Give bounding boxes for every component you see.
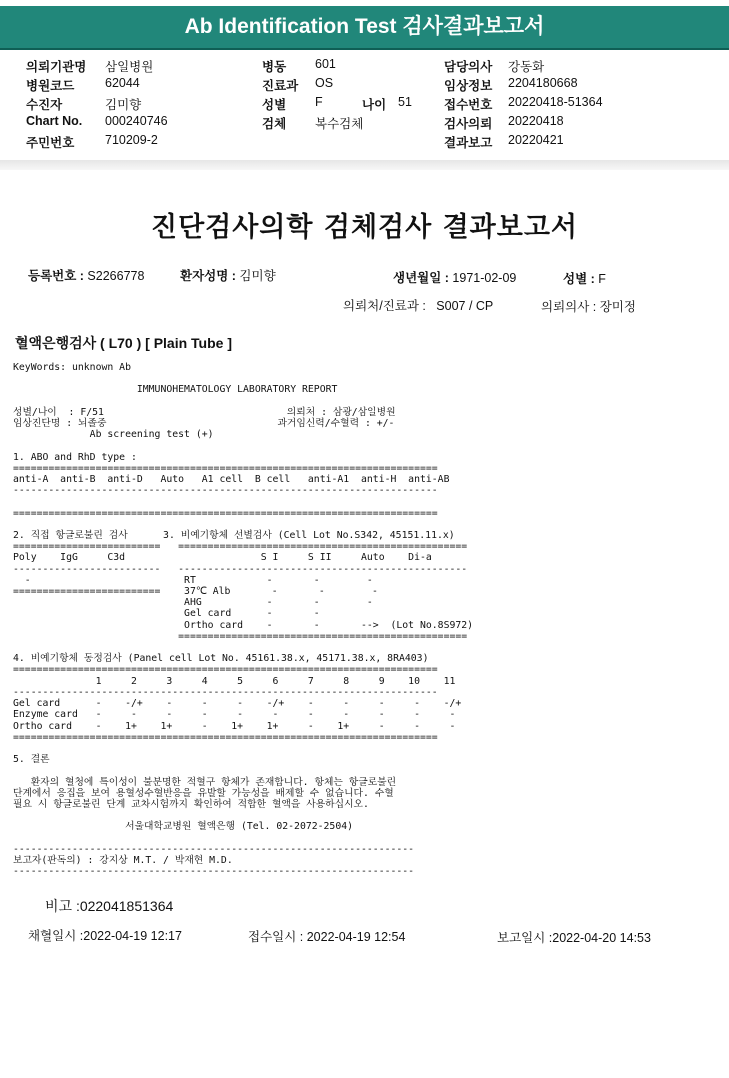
dob-label: 생년월일 : (393, 271, 449, 285)
meta-row (26, 133, 74, 151)
meta-value: 20220418 (508, 114, 564, 128)
meta-value: 삼일병원 (105, 60, 154, 74)
doctor-value: 장미정 (599, 300, 636, 314)
dob-value: 1971-02-09 (452, 271, 517, 285)
dept-value: S007 / CP (436, 299, 494, 313)
meta-label: 수진자 (26, 98, 63, 112)
meta-value: 601 (315, 57, 336, 71)
dept-label: 의뢰처/진료과 : (343, 299, 426, 313)
meta-label: 의뢰기관명 (26, 60, 87, 74)
note-value: 022041851364 (79, 898, 174, 914)
meta-label: 결과보고 (444, 136, 493, 150)
meta-value: 62044 (105, 76, 140, 90)
meta-label: 검사의뢰 (444, 117, 493, 131)
collect-datetime: 채혈일시 :2022-04-19 12:17 (28, 929, 182, 943)
meta-value: OS (315, 76, 334, 90)
section-divider (0, 160, 729, 170)
registration-value: S2266778 (87, 269, 145, 283)
meta-row (26, 76, 74, 94)
meta-label: 진료과 (262, 79, 299, 93)
meta-label: Chart No. (26, 114, 83, 128)
registration-label: 등록번호 : (28, 269, 84, 283)
meta-row (26, 114, 82, 128)
meta-label: 임상정보 (444, 79, 493, 93)
patient-label: 환자성명 : (180, 269, 236, 283)
meta-row (26, 95, 62, 113)
sex-value: F (598, 272, 606, 286)
doctor-field (541, 297, 636, 315)
meta-label: 나이 (362, 98, 387, 112)
meta-label: 성별 (262, 98, 287, 112)
meta-value: 20220421 (508, 133, 564, 147)
lab-report-body: KeyWords: unknown Ab IMMUNOHEMATOLOGY LABORATORY REPORT 성별/나이 : F/51 의뢰처 : 삼광/삼일병원 임상진단명 : 뇌졸중 과거임신력/수혈력 : +/- Ab screening test (+) 1. ABO and RhD type : ======================================================================== anti-A anti-B anti-D Auto A1 cell B cell anti-A1 anti-H anti-AB ------------------------------------------------------------------------ ======================================================================== 2. 직접 항글로불린 검사 3. 비예기항체 선별검사 (Cell Lot No.S342, 45151.11.x) ========================= ================================================= Poly IgG C3d S I S II Auto Di-a ------------------------- ------------------------------------------------- - RT - - - ========================= 37℃ Alb - - - AHG - - - Gel card - - Ortho card - - --> (Lot No.8S972) ================================================= 4. 비예기항체 동정검사 (Panel cell Lot No. 45161.38.x, 45171.38.x, 8RA403) ======================================================================== 1 2 3 4 5 6 7 8 9 10 11 ------------------------------------------------------------------------ Gel card - -/+ - - - -/+ - - - - -/+ Enzyme card - - - - - - - - - - - Ortho card - 1+ 1+ - 1+ 1+ - 1+ - - - ======================================================================== 5. 결론 환자의 혈청에 특이성이 불분명한 적혈구 항체가 존재합니다. 항체는 항글로불린 단계에서 응집을 보여 용혈성수혈반응을 유발할 가능성을 배제할 수 없습니다. 수혈 필요 시 항글로불린 단계 교차시험까지 확인하여 적합한 혈액을 사용하십시오. 서울대학교병원 혈액은행 (Tel. 02-2072-2504) -------------------------------------------------------------------- 보고자(판독의) : 강지상 M.T. / 박재현 M.D. -------------------------------------------------------------------- (13, 362, 474, 878)
report-datetime: 보고일시 :2022-04-20 14:53 (497, 931, 651, 945)
meta-label: 담당의사 (444, 60, 493, 74)
patient-field (180, 266, 276, 284)
sex-label: 성별 : (563, 272, 595, 286)
report-title: 진단검사의학 검체검사 결과보고서 (150, 212, 579, 243)
meta-value: 강동화 (508, 60, 545, 74)
meta-value: 2204180668 (508, 76, 578, 90)
meta-label: 검체 (262, 117, 287, 131)
section-title: 혈액은행검사 ( L70 ) [ Plain Tube ] (15, 335, 233, 351)
note-label: 비고 : (45, 898, 80, 914)
report-header: Ab Identification Test 검사결과보고서 (0, 6, 729, 50)
meta-label: 병동 (262, 60, 287, 74)
receipt-datetime: 접수일시 : 2022-04-19 12:54 (248, 930, 406, 944)
meta-value: 김미향 (105, 98, 142, 112)
meta-value: 20220418-51364 (508, 95, 603, 109)
dob-field (393, 268, 516, 286)
meta-value: 복수검체 (315, 117, 364, 131)
meta-value: 710209-2 (105, 133, 158, 147)
note-field (45, 896, 173, 916)
meta-value: 51 (398, 95, 412, 109)
meta-value: F (315, 95, 323, 109)
meta-value: 000240746 (105, 114, 168, 128)
meta-label: 병원코드 (26, 79, 75, 93)
doctor-label: 의뢰의사 : (541, 300, 597, 314)
meta-label: 주민번호 (26, 136, 75, 150)
meta-row (26, 57, 86, 75)
patient-value: 김미향 (239, 269, 276, 283)
registration-field (28, 266, 144, 284)
dept-field (343, 296, 493, 314)
meta-label: 접수번호 (444, 98, 493, 112)
sex-field (563, 269, 606, 287)
